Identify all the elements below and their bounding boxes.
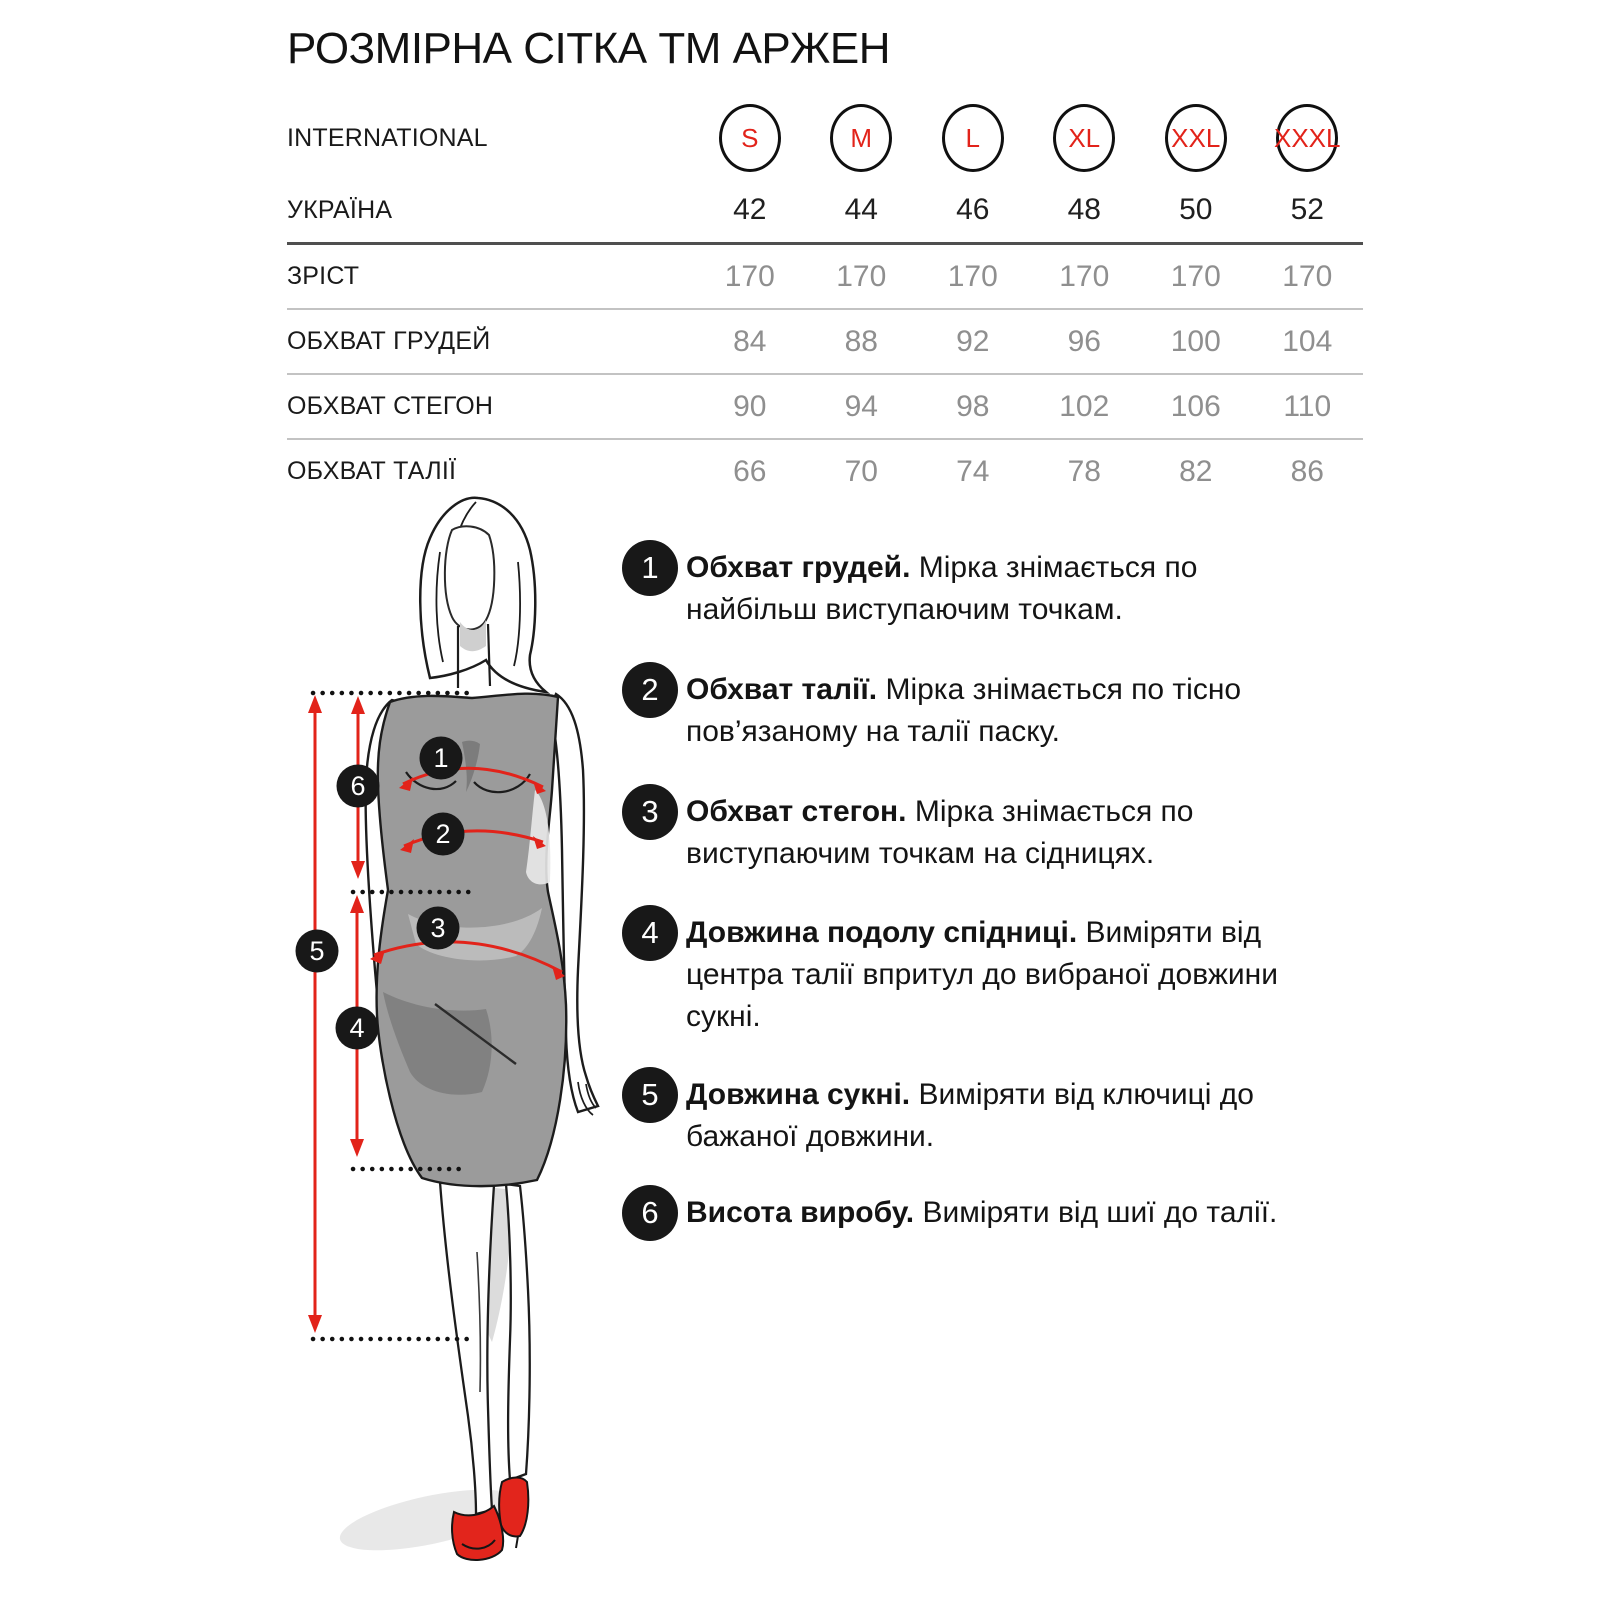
ukraine-size: 48 [1067, 193, 1101, 226]
legend-number-badge: 3 [622, 784, 678, 840]
ukraine-size: 42 [733, 193, 767, 226]
row-chest [287, 308, 1363, 373]
table-cell: 94 [844, 389, 878, 423]
legend-item-6 [622, 1185, 1298, 1241]
legend-item-5 [622, 1067, 1298, 1158]
table-cell: 98 [956, 389, 990, 423]
legend-item-2 [622, 662, 1298, 753]
row-international [287, 98, 1363, 178]
page-title: РОЗМІРНА СІТКА ТМ АРЖЕН [287, 24, 891, 73]
size-table [287, 98, 1363, 503]
back-leg [506, 1184, 530, 1480]
figure-marker-1: 1 [433, 743, 449, 773]
legend-text: Обхват стегон. Мірка знімається по виступаючим точкам на сідницях. [686, 795, 1194, 870]
figure-marker-5: 5 [309, 936, 325, 966]
table-cell: 170 [1170, 259, 1221, 293]
figure-marker-6: 6 [350, 771, 366, 801]
legend-text: Довжина сукні. Виміряти від ключиці до бажаної довжини. [686, 1078, 1254, 1153]
legend-number-badge: 1 [622, 540, 678, 596]
table-cell: 106 [1170, 389, 1221, 423]
table-cell: 170 [1059, 259, 1110, 293]
international-label: INTERNATIONAL [287, 123, 488, 152]
legend-item-1 [622, 540, 1298, 631]
legend-text: Обхват грудей. Мірка знімається по найбільш виступаючим точкам. [686, 551, 1198, 626]
woman-face [445, 526, 494, 629]
back-shoe [499, 1478, 528, 1537]
legend-text: Довжина подолу спідниці. Виміряти від центра талії впритул до вибраної довжини сукні. [686, 916, 1278, 1033]
size-circle-xxl: XXL [1165, 104, 1227, 172]
ukraine-size: 44 [844, 193, 878, 226]
measurement-diagram [280, 490, 640, 1570]
table-cell: 90 [733, 389, 767, 423]
table-cell: 170 [836, 259, 887, 293]
size-circle-m: M [830, 104, 892, 172]
table-cell: 92 [956, 324, 990, 358]
table-cell: 170 [724, 259, 775, 293]
table-cell: 100 [1170, 324, 1221, 358]
measurement-legend [622, 530, 1322, 1330]
size-circle-l: L [942, 104, 1004, 172]
row-label-height: ЗРІСТ [287, 262, 360, 290]
figure-marker-2: 2 [435, 819, 451, 849]
table-cell: 78 [1067, 454, 1101, 488]
table-cell: 96 [1067, 324, 1101, 358]
legend-item-3 [622, 784, 1298, 875]
size-circle-s: S [719, 104, 781, 172]
figure-marker-3: 3 [430, 913, 446, 943]
table-cell: 170 [1282, 259, 1333, 293]
table-cell: 82 [1179, 454, 1213, 488]
table-cell: 170 [947, 259, 998, 293]
legend-text: Висота виробу. Виміряти від шиї до талії. [686, 1196, 1278, 1229]
ukraine-size: 50 [1179, 193, 1213, 226]
row-label-waist: ОБХВАТ ТАЛІЇ [287, 457, 457, 485]
figure-marker-4: 4 [349, 1013, 365, 1043]
row-ukraine [287, 178, 1363, 242]
table-cell: 66 [733, 454, 767, 488]
legend-number-badge: 4 [622, 905, 678, 961]
legend-number-badge: 5 [622, 1067, 678, 1123]
table-cell: 86 [1290, 454, 1324, 488]
size-circle-xxxl: XXXL [1276, 104, 1338, 172]
table-cell: 104 [1282, 324, 1333, 358]
table-cell: 102 [1059, 389, 1110, 423]
table-cell: 74 [956, 454, 990, 488]
legend-number-badge: 2 [622, 662, 678, 718]
back-shoe-heel [516, 1536, 518, 1548]
table-cell: 88 [844, 324, 878, 358]
row-hips [287, 373, 1363, 438]
row-label-chest: ОБХВАТ ГРУДЕЙ [287, 327, 491, 355]
table-cell: 84 [733, 324, 767, 358]
legend-item-4 [622, 905, 1298, 1038]
legend-text: Обхват талії. Мірка знімається по тісно пов’язаному на талії паску. [686, 673, 1242, 748]
ukraine-size: 46 [956, 193, 990, 226]
table-cell: 70 [844, 454, 878, 488]
row-height [287, 242, 1363, 308]
front-leg [440, 1182, 494, 1514]
ukraine-size: 52 [1290, 193, 1324, 226]
front-shoe [452, 1506, 503, 1560]
ukraine-label: УКРАЇНА [287, 195, 393, 224]
size-circle-xl: XL [1053, 104, 1115, 172]
table-cell: 110 [1283, 389, 1332, 423]
row-label-hips: ОБХВАТ СТЕГОН [287, 392, 494, 420]
legend-number-badge: 6 [622, 1185, 678, 1241]
